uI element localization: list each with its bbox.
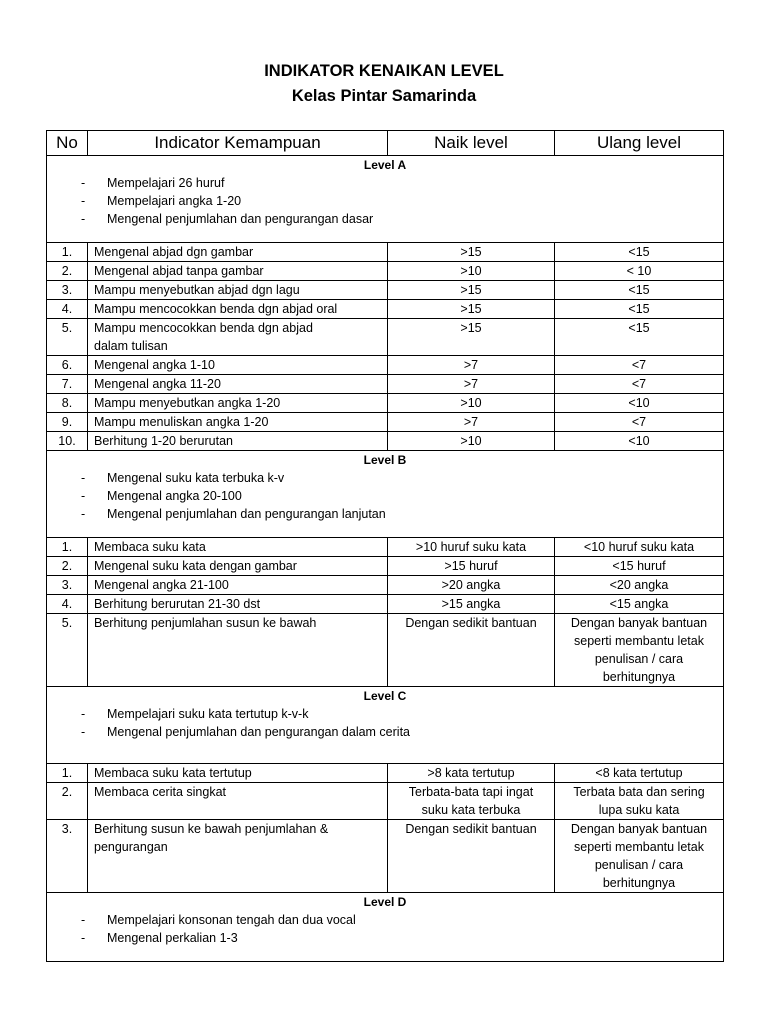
header-indicator: Indicator Kemampuan — [88, 131, 388, 156]
document-subtitle: Kelas Pintar Samarinda — [291, 87, 477, 105]
row-ulang: <15 — [555, 243, 724, 262]
row-naik: >15 angka — [388, 595, 555, 614]
table-row — [47, 595, 724, 614]
row-naik: Dengan sedikit bantuan — [388, 820, 555, 893]
level-a-bullets — [53, 174, 717, 228]
bullet-item: - Mengenal suku kata terbuka k-v — [81, 471, 285, 485]
bullet-item: - Mengenal penjumlahan dan pengurangan lanjutan — [81, 507, 386, 521]
row-no: 5. — [47, 319, 88, 356]
row-indicator: Mengenal suku kata dengan gambar — [88, 557, 388, 576]
table-row — [47, 394, 724, 413]
row-ulang: <7 — [555, 356, 724, 375]
table-row — [47, 538, 724, 557]
row-no: 2. — [47, 557, 88, 576]
row-ulang: <10 huruf suku kata — [555, 538, 724, 557]
row-indicator: Mampu menyebutkan angka 1-20 — [88, 394, 388, 413]
table-row — [47, 413, 724, 432]
row-no: 7. — [47, 375, 88, 394]
document-title: INDIKATOR KENAIKAN LEVEL — [264, 62, 504, 80]
row-ulang: <10 — [555, 394, 724, 413]
row-naik: >15 — [388, 281, 555, 300]
table-row — [47, 557, 724, 576]
row-indicator: Mampu menuliskan angka 1-20 — [88, 413, 388, 432]
table-row — [47, 820, 724, 893]
row-no: 1. — [47, 764, 88, 783]
row-no: 3. — [47, 281, 88, 300]
row-ulang: Terbata bata dan sering lupa suku kata — [555, 783, 724, 820]
bullet-item: - Mempelajari suku kata tertutup k-v-k — [81, 707, 309, 721]
row-ulang: Dengan banyak bantuan seperti membantu letak penulisan / cara berhitungnya — [555, 614, 724, 687]
row-ulang: < 10 — [555, 262, 724, 281]
bullet-item: - Mengenal perkalian 1-3 — [81, 931, 238, 945]
row-indicator: Mampu mencocokkan benda dgn abjad oral — [88, 300, 388, 319]
row-no: 10. — [47, 432, 88, 451]
bullet-item: - Mengenal angka 20-100 — [81, 489, 242, 503]
row-naik: >10 — [388, 394, 555, 413]
level-d-section — [47, 893, 724, 962]
indicator-table — [46, 130, 724, 962]
table-row — [47, 300, 724, 319]
row-no: 8. — [47, 394, 88, 413]
level-b-bullets — [53, 469, 717, 523]
bullet-item: - Mengenal penjumlahan dan pengurangan dasar — [81, 212, 374, 226]
row-indicator: Mengenal abjad tanpa gambar — [88, 262, 388, 281]
level-b-section — [47, 451, 724, 687]
row-no: 4. — [47, 300, 88, 319]
row-naik: >8 kata tertutup — [388, 764, 555, 783]
row-indicator: Mampu menyebutkan abjad dgn lagu — [88, 281, 388, 300]
level-a-title: Level A — [363, 158, 407, 172]
table-row — [47, 319, 724, 356]
row-no: 9. — [47, 413, 88, 432]
table-row — [47, 576, 724, 595]
header-ulang-level: Ulang level — [555, 131, 724, 156]
level-c-bullets — [53, 705, 717, 741]
row-no: 1. — [47, 243, 88, 262]
row-ulang: <20 angka — [555, 576, 724, 595]
bullet-item: - Mempelajari konsonan tengah dan dua vocal — [81, 913, 356, 927]
row-ulang: <15 — [555, 319, 724, 356]
row-ulang: <15 angka — [555, 595, 724, 614]
level-b-title: Level B — [363, 453, 407, 467]
row-naik: >10 — [388, 432, 555, 451]
row-naik: >10 — [388, 262, 555, 281]
row-indicator: Berhitung berurutan 21-30 dst — [88, 595, 388, 614]
row-ulang: <7 — [555, 413, 724, 432]
level-header-row — [47, 451, 724, 538]
row-indicator: Mengenal angka 21-100 — [88, 576, 388, 595]
row-no: 4. — [47, 595, 88, 614]
row-no: 3. — [47, 820, 88, 893]
row-ulang: <7 — [555, 375, 724, 394]
table-row — [47, 375, 724, 394]
row-ulang: <8 kata tertutup — [555, 764, 724, 783]
row-naik: >15 — [388, 319, 555, 356]
level-a-section — [47, 156, 724, 451]
row-indicator: Membaca suku kata tertutup — [88, 764, 388, 783]
table-row — [47, 764, 724, 783]
row-naik: Dengan sedikit bantuan — [388, 614, 555, 687]
table-header-row — [47, 131, 724, 156]
table-row — [47, 783, 724, 820]
row-indicator: Mengenal angka 1-10 — [88, 356, 388, 375]
row-indicator: Berhitung penjumlahan susun ke bawah — [88, 614, 388, 687]
level-header-row — [47, 687, 724, 764]
row-naik: >15 — [388, 300, 555, 319]
level-header-row — [47, 893, 724, 962]
level-c-title: Level C — [363, 689, 407, 703]
row-no: 2. — [47, 262, 88, 281]
row-indicator: Membaca suku kata — [88, 538, 388, 557]
row-ulang: Dengan banyak bantuan seperti membantu letak penulisan / cara berhitungnya — [555, 820, 724, 893]
row-ulang: <15 — [555, 300, 724, 319]
level-d-title: Level D — [363, 895, 407, 909]
row-naik: >7 — [388, 375, 555, 394]
bullet-item: - Mempelajari angka 1-20 — [81, 194, 242, 208]
table-row — [47, 281, 724, 300]
bullet-item: - Mengenal penjumlahan dan pengurangan dalam cerita — [81, 725, 410, 739]
row-naik: >7 — [388, 413, 555, 432]
table-row — [47, 614, 724, 687]
row-naik: >20 angka — [388, 576, 555, 595]
row-no: 3. — [47, 576, 88, 595]
row-no: 2. — [47, 783, 88, 820]
row-no: 5. — [47, 614, 88, 687]
row-indicator: Mampu mencocokkan benda dgn abjad dalam tulisan — [88, 319, 388, 356]
row-naik: Terbata-bata tapi ingat suku kata terbuka — [388, 783, 555, 820]
table-row — [47, 262, 724, 281]
row-naik: >7 — [388, 356, 555, 375]
row-ulang: <10 — [555, 432, 724, 451]
row-indicator: Berhitung susun ke bawah penjumlahan & pengurangan — [88, 820, 388, 893]
row-indicator: Membaca cerita singkat — [88, 783, 388, 820]
level-c-section — [47, 687, 724, 893]
row-no: 6. — [47, 356, 88, 375]
header-naik-level: Naik level — [388, 131, 555, 156]
row-ulang: <15 huruf — [555, 557, 724, 576]
table-row — [47, 243, 724, 262]
row-indicator: Berhitung 1-20 berurutan — [88, 432, 388, 451]
row-indicator: Mengenal angka 11-20 — [88, 375, 388, 394]
row-naik: >10 huruf suku kata — [388, 538, 555, 557]
level-header-row — [47, 156, 724, 243]
row-ulang: <15 — [555, 281, 724, 300]
row-naik: >15 huruf — [388, 557, 555, 576]
row-indicator: Mengenal abjad dgn gambar — [88, 243, 388, 262]
bullet-item: - Mempelajari 26 huruf — [81, 176, 225, 190]
level-d-bullets — [53, 911, 717, 947]
row-no: 1. — [47, 538, 88, 557]
table-row — [47, 356, 724, 375]
row-naik: >15 — [388, 243, 555, 262]
header-no: No — [47, 131, 88, 156]
table-row — [47, 432, 724, 451]
